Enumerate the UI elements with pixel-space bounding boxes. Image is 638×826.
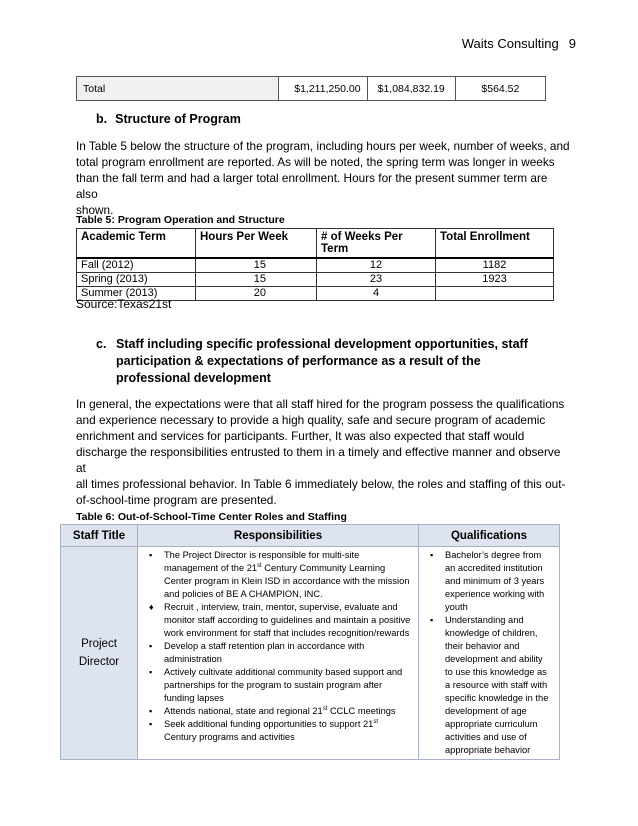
column-header: Academic Term [77, 229, 196, 259]
list-item: ♦ Recruit , interview, train, mentor, supervise, evaluate and monitor staff according to guidelines and maintain a positive work environment for staff that includes recognition/rewards [144, 601, 412, 640]
column-header: Qualifications [419, 525, 560, 547]
section-b-heading [96, 112, 241, 126]
table-header-row [77, 229, 554, 259]
table-row [77, 258, 554, 273]
para-line: In general, the expectations were that all staff hired for the program possess the qualifications [76, 397, 565, 411]
list-item-text: Century programs and activities [164, 732, 295, 742]
section-b-title: Structure of Program [115, 112, 241, 126]
table-cell [436, 287, 554, 301]
list-item: ▪ Bachelor’s degree from an accredited institution and minimum of 3 years experience working with youth [425, 549, 553, 614]
section-c-paragraph [76, 396, 571, 508]
para-line: of-school-time program are presented. [76, 493, 277, 507]
table5 [76, 228, 554, 301]
list-item-text: The Project Director is responsible for multi-site management of the 21 [164, 550, 360, 573]
list-item-text: Attends national, state and regional 21 [164, 706, 323, 716]
list-item-text: Century Community Learning Center program in Klein ISD in accordance with the mission and policies of BE A CHAMPION, INC. [164, 563, 410, 599]
superscript: st [257, 562, 262, 569]
total-label: Total [77, 77, 279, 101]
table6 [60, 524, 560, 760]
column-header: Total Enrollment [436, 229, 554, 259]
table5-source: Source:Texas21st [76, 297, 172, 311]
responsibilities-cell [138, 547, 419, 760]
section-c-letter: c. [96, 337, 107, 351]
table-cell: 1923 [436, 273, 554, 287]
column-header: # of Weeks Per Term [317, 229, 436, 259]
table-cell: 4 [317, 287, 436, 301]
table-cell: 15 [196, 258, 317, 273]
total-col3: $1,084,832.19 [367, 77, 455, 101]
superscript: st [322, 705, 328, 712]
table-cell: Summer (2013) [77, 287, 196, 301]
table-cell: Fall (2012) [77, 258, 196, 273]
total-col2: $1,211,250.00 [279, 77, 367, 101]
column-header: Staff Title [61, 525, 138, 547]
table-row [77, 77, 546, 101]
staff-title-cell [61, 547, 138, 760]
para-line: shown. [76, 203, 114, 217]
table-cell: 12 [317, 258, 436, 273]
section-c-title: Staff including specific professional development opportunities, staff participation & expectations of performance as a result of the professional development [116, 337, 528, 385]
list-item-text: Seek additional funding opportunities to support 21 [164, 719, 374, 729]
total-col4: $564.52 [455, 77, 545, 101]
staff-title-line: Project [81, 638, 117, 650]
column-header: Responsibilities [138, 525, 419, 547]
section-b-letter: b. [96, 112, 108, 126]
table-row [77, 273, 554, 287]
list-item [144, 705, 412, 718]
page-header [462, 36, 576, 51]
responsibilities-list [138, 547, 418, 746]
para-line: total program enrollment are reported. As will be noted, the spring term was longer in weeks [76, 155, 555, 169]
staff-title-line: Director [78, 656, 120, 668]
table-cell: 1182 [436, 258, 554, 273]
qualifications-cell [419, 547, 560, 760]
para-line: all times professional behavior. In Table 6 immediately below, the roles and staffing of this out- [76, 477, 566, 491]
para-line: In Table 5 below the structure of the program, including hours per week, number of weeks, and [76, 139, 570, 153]
list-item: ▪ Understanding and knowledge of children, their behavior and development and ability to use this knowledge as a resource with staff with specific knowledge in the development of age appropriate curriculum activities and use of appropriate behavior [425, 614, 553, 757]
company-name: Waits Consulting [461, 36, 559, 51]
section-b-paragraph [76, 138, 571, 218]
table-row [61, 547, 560, 760]
section-c-heading [96, 336, 556, 387]
para-line: discharge the responsibilities entrusted to them in a timely and effective manner and observe at [76, 445, 561, 475]
table-header-row [61, 525, 560, 547]
table6-caption: Table 6: Out-of-School-Time Center Roles and Staffing [76, 511, 347, 523]
list-item [144, 718, 412, 744]
para-line: and experience necessary to provide a high quality, safe and secure program of academic [76, 413, 546, 427]
list-item [144, 549, 412, 601]
table-cell: 23 [317, 273, 436, 287]
column-header: Hours Per Week [196, 229, 317, 259]
table5-caption: Table 5: Program Operation and Structure [76, 214, 285, 226]
para-line: than the fall term and had a larger total enrollment. Hours for the present summer term are also [76, 171, 548, 201]
list-item: ▪ Actively cultivate additional community based support and partnerships for the program to sustain program after funding lapses [144, 666, 412, 705]
table-cell: 15 [196, 273, 317, 287]
superscript: st [373, 718, 379, 725]
qualifications-list [419, 547, 559, 759]
list-item: ▪ Develop a staff retention plan in accordance with administration [144, 640, 412, 666]
para-line: enrichment and services for participants. Further, It was also expected that staff would [76, 429, 525, 443]
table-cell: Spring (2013) [77, 273, 196, 287]
budget-total-table [76, 76, 546, 101]
table-cell: 20 [196, 287, 317, 301]
list-item-text: CCLC meetings [327, 706, 396, 716]
page-number: 9 [568, 36, 576, 51]
